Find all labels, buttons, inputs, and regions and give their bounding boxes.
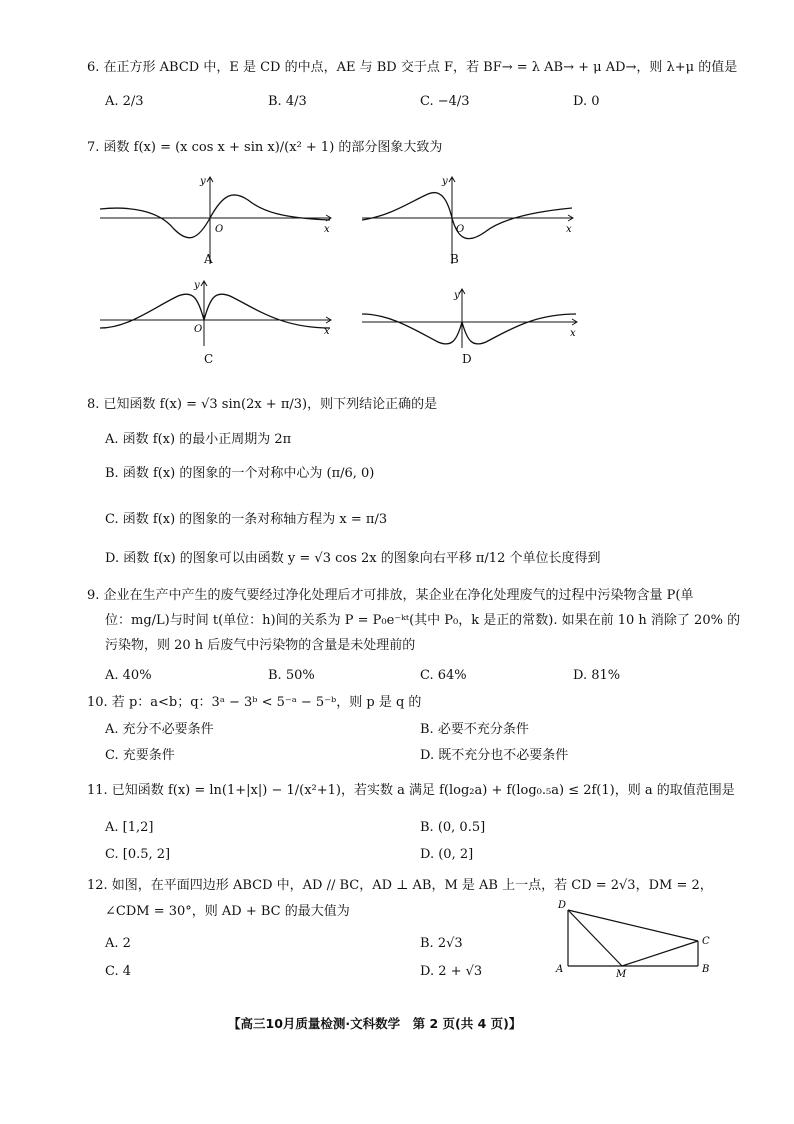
q12-option-b: B. 2√3: [420, 936, 463, 951]
q12-quadrilateral-figure: [552, 898, 718, 978]
q12-label-d: D: [558, 900, 567, 911]
q12-stem-line2: ∠CDM = 30°，则 AD + BC 的最大值为: [105, 904, 350, 919]
q7-graph-a: [98, 172, 338, 268]
q12-option-c: C. 4: [105, 964, 132, 979]
q7-graph-a-y: y: [200, 176, 206, 187]
q7-graph-a-label: A: [204, 252, 213, 266]
q7-graph-b-origin: O: [456, 224, 465, 235]
q8-option-a: A. 函数 f(x) 的最小正周期为 2π: [105, 432, 292, 447]
q7-graph-d: [360, 286, 585, 352]
page-footer: 【高三10月质量检测·文科数学 第 2 页(共 4 页)】: [228, 1016, 522, 1031]
q7-graph-b-x: x: [566, 224, 572, 235]
q11-option-c: C. [0.5, 2]: [105, 847, 171, 862]
q7-graph-c: [98, 278, 338, 350]
q9-stem-line1: 9. 企业在生产中产生的废气要经过净化处理后才可排放，某企业在净化处理废气的过程中污染物含量 P(单: [87, 588, 694, 603]
q11-option-b: B. (0, 0.5]: [420, 820, 486, 835]
q8-stem: 8. 已知函数 f(x) = √3 sin(2x + π/3)，则下列结论正确的是: [87, 397, 438, 412]
q7-graph-a-origin: O: [215, 224, 224, 235]
q8-option-d: D. 函数 f(x) 的图象可以由函数 y = √3 cos 2x 的图象向右平移 π/12 个单位长度得到: [105, 551, 601, 566]
q7-graph-c-y: y: [194, 280, 200, 291]
q6-stem: 6. 在正方形 ABCD 中，E 是 CD 的中点，AE 与 BD 交于点 F，若 BF→ = λ AB→ + μ AD→，则 λ+μ 的值是: [87, 60, 738, 75]
q12-stem-line1: 12. 如图，在平面四边形 ABCD 中，AD // BC，AD ⊥ AB，M 是 AB 上一点，若 CD = 2√3，DM = 2，: [87, 878, 713, 893]
q11-option-a: A. [1,2]: [105, 820, 154, 835]
q7-graph-c-origin: O: [194, 324, 203, 335]
q9-option-c: C. 64%: [420, 668, 467, 683]
q9-option-d: D. 81%: [573, 668, 621, 683]
q12-label-c: C: [702, 936, 710, 947]
q7-graph-d-x: x: [570, 328, 576, 339]
q12-option-a: A. 2: [105, 936, 131, 951]
q7-graph-d-y: y: [454, 290, 460, 301]
q10-option-d: D. 既不充分也不必要条件: [420, 748, 569, 763]
q7-graph-b-y: y: [442, 176, 448, 187]
q9-option-b: B. 50%: [268, 668, 315, 683]
q7-graph-a-x: x: [324, 224, 330, 235]
q10-option-c: C. 充要条件: [105, 748, 175, 763]
q7-graph-b: [360, 172, 580, 268]
q8-option-c: C. 函数 f(x) 的图象的一条对称轴方程为 x = π/3: [105, 512, 388, 527]
q6-option-d: D. 0: [573, 94, 600, 109]
q7-graph-d-label: D: [462, 352, 472, 366]
q11-stem: 11. 已知函数 f(x) = ln(1+|x|) − 1/(x²+1)，若实数 a 满足 f(log₂a) + f(log₀.₅a) ≤ 2f(1)，则 a 的取值范围是: [87, 783, 735, 798]
q10-option-a: A. 充分不必要条件: [105, 722, 214, 737]
q9-option-a: A. 40%: [105, 668, 152, 683]
q8-option-b: B. 函数 f(x) 的图象的一个对称中心为 (π/6, 0): [105, 466, 375, 481]
q9-stem-line3: 污染物，则 20 h 后废气中污染物的含量是未处理前的: [105, 638, 416, 653]
q10-option-b: B. 必要不充分条件: [420, 722, 529, 737]
q12-label-b: B: [702, 964, 710, 975]
q9-stem-line2: 位：mg/L)与时间 t(单位：h)间的关系为 P = P₀e⁻ᵏᵗ(其中 P₀，k 是正的常数). 如果在前 10 h 消除了 20% 的: [105, 613, 741, 628]
q7-graph-c-label: C: [204, 352, 214, 366]
q10-stem: 10. 若 p：a<b；q：3ᵃ − 3ᵇ < 5⁻ᵃ − 5⁻ᵇ，则 p 是 q 的: [87, 695, 422, 710]
q12-label-m: M: [616, 969, 627, 978]
q12-option-d: D. 2 + √3: [420, 964, 483, 979]
q11-option-d: D. (0, 2]: [420, 847, 474, 862]
q12-label-a: A: [556, 964, 564, 975]
q6-option-c: C. −4/3: [420, 94, 470, 109]
q7-graph-c-x: x: [324, 326, 330, 337]
q7-graph-b-label: B: [450, 252, 459, 266]
q7-stem: 7. 函数 f(x) = (x cos x + sin x)/(x² + 1) 的部分图象大致为: [87, 140, 443, 155]
q6-option-a: A. 2/3: [105, 94, 144, 109]
q6-option-b: B. 4/3: [268, 94, 307, 109]
